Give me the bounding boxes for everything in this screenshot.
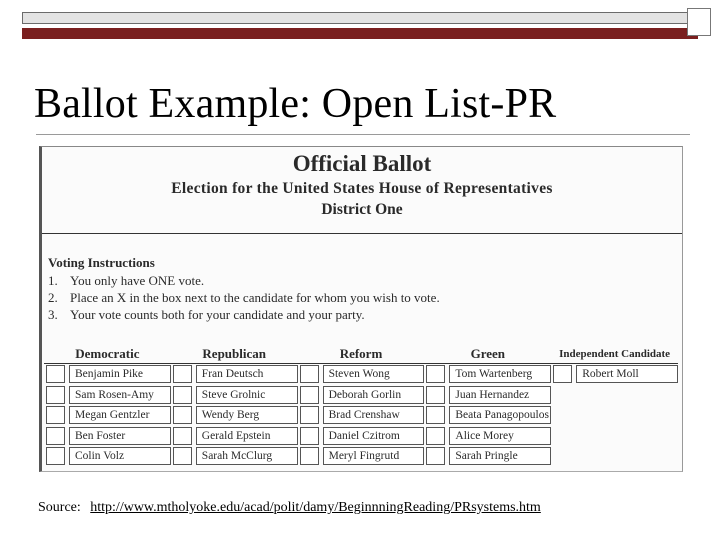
candidate-name: Daniel Czitrom: [323, 427, 425, 445]
vote-checkbox[interactable]: [426, 447, 445, 465]
candidate-name: Brad Crenshaw: [323, 406, 425, 424]
party-header-row: [44, 345, 678, 364]
candidate-cell: [171, 405, 298, 426]
candidate-cell: [171, 426, 298, 447]
vote-checkbox[interactable]: [300, 406, 319, 424]
candidate-cell: [424, 426, 551, 447]
vote-checkbox[interactable]: [46, 365, 65, 383]
party-header: Independent Candidate: [551, 345, 678, 364]
ballot-header: [42, 147, 682, 234]
candidate-cell: [44, 426, 171, 447]
vote-checkbox[interactable]: [173, 427, 192, 445]
header-bar-accent: [22, 28, 698, 39]
candidate-name: Juan Hernandez: [449, 386, 551, 404]
slide-title: Ballot Example: Open List-PR: [34, 81, 557, 127]
candidate-name: Wendy Berg: [196, 406, 298, 424]
vote-checkbox[interactable]: [173, 365, 192, 383]
candidate-cell: [424, 446, 551, 467]
instructions-heading: Voting Instructions: [48, 255, 155, 270]
candidate-cell: [424, 405, 551, 426]
candidate-name: Megan Gentzler: [69, 406, 171, 424]
vote-checkbox[interactable]: [300, 427, 319, 445]
candidate-cell: [298, 426, 425, 447]
candidate-name: Steve Grolnic: [196, 386, 298, 404]
candidate-cell: [424, 385, 551, 406]
candidate-cell: [44, 405, 171, 426]
candidate-name: Sarah Pringle: [449, 447, 551, 465]
vote-checkbox[interactable]: [46, 447, 65, 465]
header-bar-top: [22, 12, 695, 24]
candidate-cell: [171, 446, 298, 467]
candidate-name: Benjamin Pike: [69, 365, 171, 383]
candidate-cell: [298, 364, 425, 385]
candidate-name: Gerald Epstein: [196, 427, 298, 445]
vote-checkbox[interactable]: [300, 386, 319, 404]
candidate-cell: [44, 364, 171, 385]
candidate-name: Steven Wong: [323, 365, 425, 383]
vote-checkbox[interactable]: [46, 386, 65, 404]
vote-checkbox[interactable]: [173, 447, 192, 465]
table-row: [44, 364, 678, 385]
candidate-name: Beata Panagopoulos: [449, 406, 551, 424]
table-row: [44, 405, 678, 426]
party-header: Green: [424, 345, 551, 364]
instruction-item: 1. You only have ONE vote.: [48, 273, 205, 288]
candidate-cell: [171, 385, 298, 406]
candidate-cell: [551, 446, 678, 467]
candidate-cell: [424, 364, 551, 385]
vote-checkbox[interactable]: [300, 447, 319, 465]
source-citation: [38, 500, 541, 516]
ballot-subtitle: Election for the United States House of Representatives: [171, 180, 553, 197]
candidate-name: Sam Rosen-Amy: [69, 386, 171, 404]
candidate-cell: [551, 405, 678, 426]
vote-checkbox[interactable]: [426, 406, 445, 424]
vote-checkbox[interactable]: [426, 386, 445, 404]
candidate-cell: [171, 364, 298, 385]
candidate-cell: [551, 364, 678, 385]
instruction-item: 3. Your vote counts both for your candidate and your party.: [48, 307, 365, 322]
party-header: Democratic: [44, 345, 171, 364]
candidate-name: Robert Moll: [576, 365, 678, 383]
vote-checkbox[interactable]: [426, 427, 445, 445]
candidate-cell: [551, 385, 678, 406]
header-corner-square: [687, 8, 711, 36]
candidate-name: Fran Deutsch: [196, 365, 298, 383]
ballot-image: [39, 146, 683, 472]
candidate-name: Alice Morey: [449, 427, 551, 445]
ballot-candidate-table: [44, 345, 678, 467]
candidate-cell: [298, 405, 425, 426]
candidate-name: Tom Wartenberg: [449, 365, 551, 383]
vote-checkbox[interactable]: [46, 427, 65, 445]
candidate-cell: [298, 446, 425, 467]
candidate-name: Meryl Fingrutd: [323, 447, 425, 465]
table-row: [44, 385, 678, 406]
vote-checkbox[interactable]: [173, 386, 192, 404]
source-link[interactable]: http://www.mtholyoke.edu/acad/polit/damy/BeginnningReading/PRsystems.htm: [90, 500, 541, 515]
candidate-cell: [298, 385, 425, 406]
table-row: [44, 426, 678, 447]
vote-checkbox[interactable]: [553, 365, 572, 383]
candidate-name: Deborah Gorlin: [323, 386, 425, 404]
vote-checkbox[interactable]: [300, 365, 319, 383]
ballot-district: District One: [321, 201, 403, 218]
voting-instructions: [48, 255, 440, 323]
party-header: Reform: [298, 345, 425, 364]
party-header: Republican: [171, 345, 298, 364]
vote-checkbox[interactable]: [173, 406, 192, 424]
candidate-cell: [44, 385, 171, 406]
vote-checkbox[interactable]: [426, 365, 445, 383]
title-divider: [36, 134, 690, 135]
candidate-name: Colin Volz: [69, 447, 171, 465]
table-row: [44, 446, 678, 467]
vote-checkbox[interactable]: [46, 406, 65, 424]
candidate-name: Sarah McClurg: [196, 447, 298, 465]
instruction-item: 2. Place an X in the box next to the candidate for whom you wish to vote.: [48, 290, 440, 305]
source-label: Source:: [38, 500, 81, 515]
ballot-title: Official Ballot: [292, 151, 432, 176]
candidate-cell: [551, 426, 678, 447]
candidate-name: Ben Foster: [69, 427, 171, 445]
candidate-cell: [44, 446, 171, 467]
